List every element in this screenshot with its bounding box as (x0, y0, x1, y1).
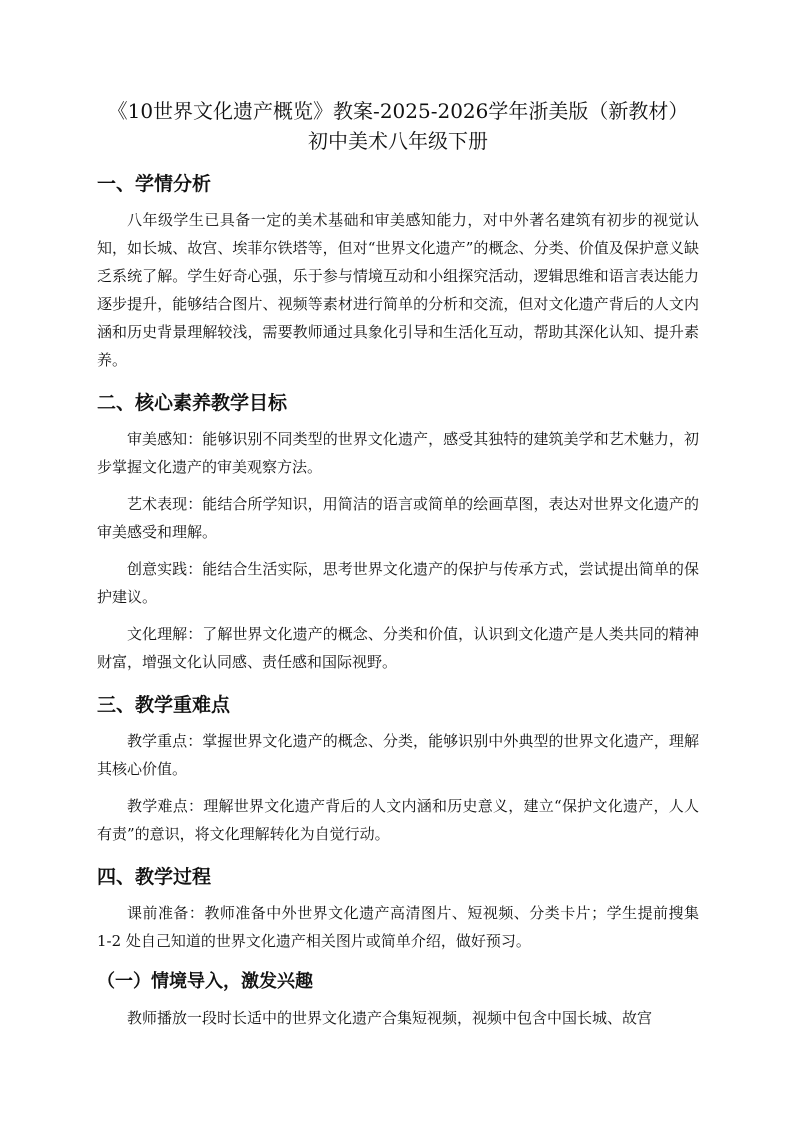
paragraph-learner-analysis: 八年级学生已具备一定的美术基础和审美感知能力，对中外著名建筑有初步的视觉认知，如长城、故宫、埃菲尔铁塔等，但对“世界文化遗产”的概念、分类、价值及保护意义缺乏系统了解。学生好奇心强，乐于参与情境互动和小组探究活动，逻辑思维和语言表达能力逐步提升，能够结合图片、视频等素材进行简单的分析和交流，但对文化遗产背后的人文内涵和历史背景理解较浅，需要教师通过具象化引导和生活化互动，帮助其深化认知、提升素养。 (97, 211, 699, 369)
section-heading-key-points: 三、教学重难点 (97, 694, 231, 716)
document-title-line1: 《10世界文化遗产概览》教案-2025-2026学年浙美版（新教材） (107, 99, 689, 123)
paragraph-key-point: 教学重点：掌握世界文化遗产的概念、分类，能够识别中外典型的世界文化遗产，理解其核心价值。 (97, 732, 699, 778)
document-page (97, 96, 699, 1032)
section-heading-teaching-goals: 二、核心素养教学目标 (97, 392, 288, 414)
paragraph-goal-practice: 创意实践：能结合生活实际，思考世界文化遗产的保护与传承方式，尝试提出简单的保护建议。 (97, 560, 699, 606)
paragraph-difficult-point: 教学难点：理解世界文化遗产背后的人文内涵和历史意义，建立“保护文化遗产，人人有责”的意识，将文化理解转化为自觉行动。 (97, 797, 699, 843)
subsection-heading-intro: （一）情境导入，激发兴趣 (97, 971, 313, 992)
paragraph-goal-expression: 艺术表现：能结合所学知识，用简洁的语言或简单的绘画草图，表达对世界文化遗产的审美感受和理解。 (97, 495, 699, 541)
paragraph-goal-aesthetic: 审美感知：能够识别不同类型的世界文化遗产，感受其独特的建筑美学和艺术魅力，初步掌握文化遗产的审美观察方法。 (97, 430, 699, 476)
paragraph-goal-culture: 文化理解：了解世界文化遗产的概念、分类和价值，认识到文化遗产是人类共同的精神财富，增强文化认同感、责任感和国际视野。 (97, 625, 699, 671)
paragraph-intro: 教师播放一段时长适中的世界文化遗产合集短视频，视频中包含中国长城、故宫 (127, 1009, 653, 1027)
paragraph-preparation: 课前准备：教师准备中外世界文化遗产高清图片、短视频、分类卡片；学生提前搜集 1-2 处自己知道的世界文化遗产相关图片或简单介绍，做好预习。 (97, 904, 699, 950)
section-heading-learner-analysis: 一、学情分析 (97, 173, 212, 195)
section-heading-teaching-process: 四、教学过程 (97, 866, 212, 888)
document-title-line2: 初中美术八年级下册 (308, 129, 488, 153)
